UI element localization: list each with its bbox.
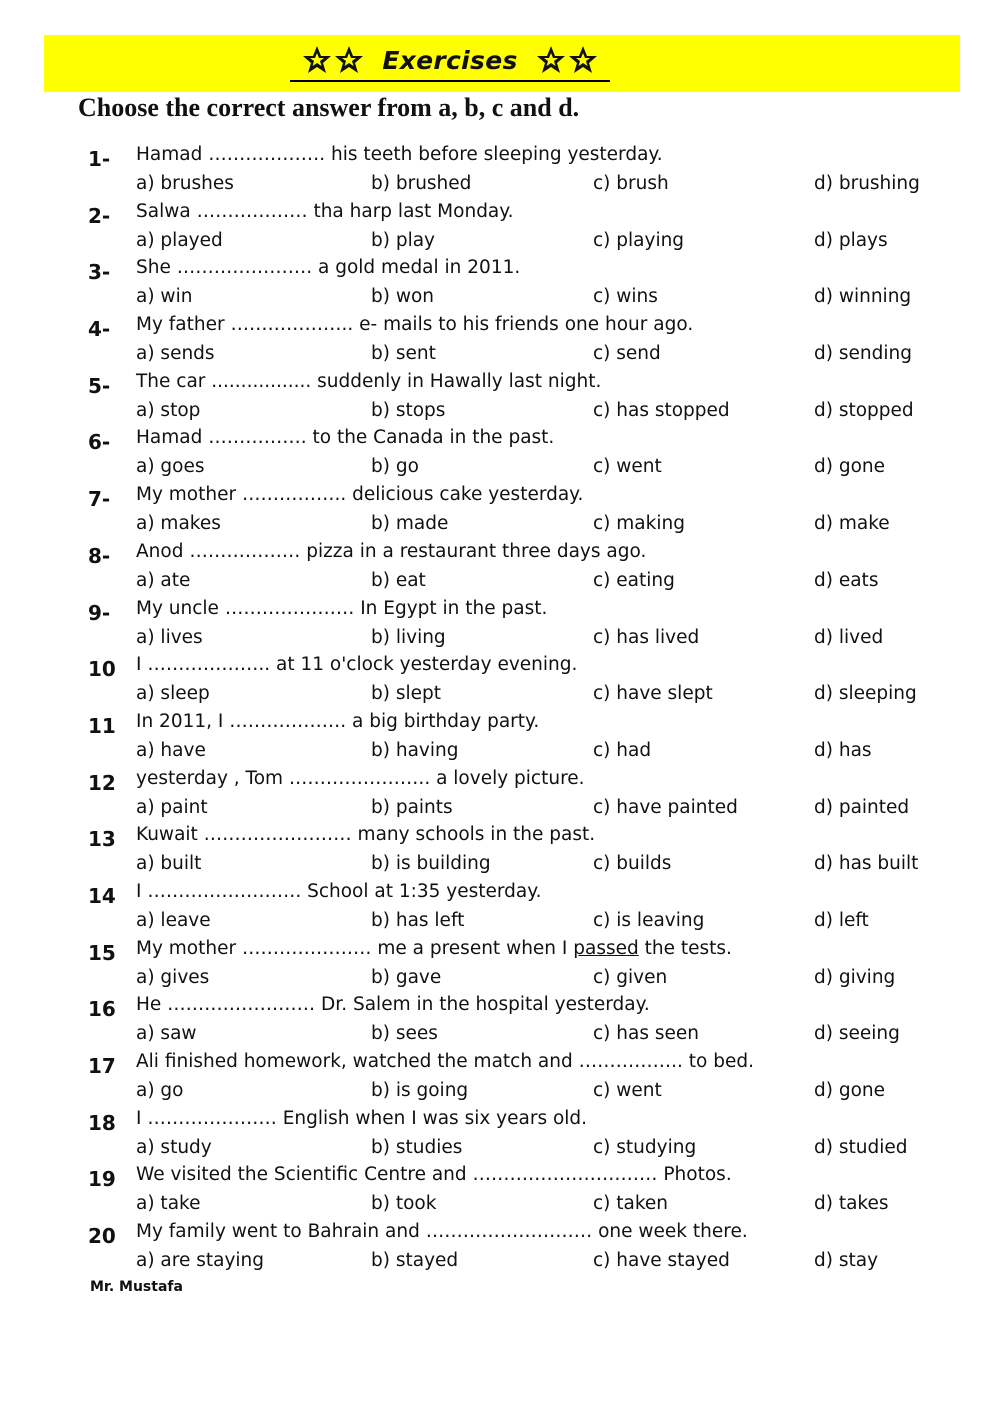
question-text: Hamad ……………. to the Canada in the past. bbox=[136, 427, 555, 449]
option-a[interactable]: a) paint bbox=[136, 796, 208, 818]
option-b[interactable]: b) gave bbox=[371, 966, 442, 988]
star-icon bbox=[334, 45, 364, 75]
option-a[interactable]: a) sleep bbox=[136, 683, 210, 705]
underlined-word: passed bbox=[573, 937, 639, 959]
question-text: Anod ……………… pizza in a restaurant three days ago. bbox=[136, 540, 647, 562]
answer-options bbox=[136, 513, 966, 539]
question-item bbox=[88, 427, 968, 484]
option-a[interactable]: a) have bbox=[136, 739, 206, 761]
option-c[interactable]: c) brush bbox=[593, 173, 669, 194]
question-text: Ali finished homework, watched the match and …………….. to bed. bbox=[136, 1051, 754, 1072]
option-c[interactable]: c) went bbox=[593, 1080, 662, 1101]
answer-options bbox=[136, 1137, 966, 1163]
star-icon bbox=[536, 45, 566, 75]
option-a[interactable]: a) played bbox=[136, 229, 223, 251]
option-b[interactable]: b) go bbox=[371, 456, 419, 478]
question-text: Kuwait …………………… many schools in the past. bbox=[136, 824, 596, 846]
option-b[interactable]: b) made bbox=[371, 513, 449, 535]
option-c[interactable]: c) builds bbox=[593, 853, 672, 875]
option-c[interactable]: c) has stopped bbox=[593, 399, 730, 421]
option-c[interactable]: c) given bbox=[593, 966, 668, 988]
option-b[interactable]: b) play bbox=[371, 229, 436, 251]
question-number: 18 bbox=[88, 1110, 116, 1135]
question-text: My father ……………….. e- mails to his friends one hour ago. bbox=[136, 314, 694, 336]
question-number: 2- bbox=[88, 203, 111, 228]
option-d[interactable]: d) plays bbox=[814, 229, 888, 251]
option-a[interactable]: a) take bbox=[136, 1193, 201, 1215]
page-title: Exercises bbox=[382, 45, 518, 75]
option-b[interactable]: b) stops bbox=[371, 399, 446, 421]
question-number: 1- bbox=[88, 147, 111, 171]
question-text: He …………………… Dr. Salem in the hospital yesterday. bbox=[136, 994, 650, 1016]
question-number: 4- bbox=[88, 317, 111, 342]
question-number: 11 bbox=[88, 713, 116, 738]
question-text: I ……………………. School at 1:35 yesterday. bbox=[136, 880, 542, 902]
option-c[interactable]: c) wins bbox=[593, 286, 658, 308]
option-a[interactable]: a) are staying bbox=[136, 1250, 265, 1272]
option-a[interactable]: a) brushes bbox=[136, 173, 234, 194]
answer-options bbox=[136, 1080, 966, 1106]
option-b[interactable]: b) eat bbox=[371, 569, 426, 591]
option-c[interactable]: c) send bbox=[593, 343, 661, 365]
option-a[interactable]: a) goes bbox=[136, 456, 205, 478]
question-text: In 2011, I ………………. a big birthday party. bbox=[136, 710, 540, 732]
option-c[interactable]: c) has lived bbox=[593, 626, 700, 648]
question-list bbox=[88, 144, 968, 1278]
question-text: Hamad ………………. his teeth before sleeping yesterday. bbox=[136, 144, 663, 165]
option-c[interactable]: c) is leaving bbox=[593, 909, 705, 931]
option-d[interactable]: d) eats bbox=[814, 569, 879, 591]
option-d[interactable]: d) sleeping bbox=[814, 683, 917, 705]
star-icon bbox=[302, 45, 332, 75]
option-b[interactable]: b) brushed bbox=[371, 173, 472, 194]
option-b[interactable]: b) slept bbox=[371, 683, 441, 705]
answer-options bbox=[136, 230, 966, 256]
question-item bbox=[88, 484, 968, 541]
answer-options bbox=[136, 797, 966, 823]
question-number: 9- bbox=[88, 600, 111, 625]
question-number: 7- bbox=[88, 487, 111, 512]
question-item bbox=[88, 1164, 968, 1221]
question-item bbox=[88, 881, 968, 938]
option-b[interactable]: b) sent bbox=[371, 343, 436, 365]
option-d[interactable]: d) giving bbox=[814, 966, 896, 988]
option-c[interactable]: c) eating bbox=[593, 569, 675, 591]
option-c[interactable]: c) had bbox=[593, 739, 652, 761]
question-text: She …………………. a gold medal in 2011. bbox=[136, 257, 521, 279]
left-stars bbox=[302, 45, 364, 75]
option-a[interactable]: a) sends bbox=[136, 343, 215, 365]
answer-options bbox=[136, 1193, 966, 1219]
option-b[interactable]: b) having bbox=[371, 739, 459, 761]
question-number: 16 bbox=[88, 997, 116, 1022]
option-d[interactable]: d) seeing bbox=[814, 1023, 900, 1045]
option-a[interactable]: a) study bbox=[136, 1136, 212, 1158]
question-item bbox=[88, 1108, 968, 1165]
option-d[interactable]: d) make bbox=[814, 513, 890, 535]
answer-options bbox=[136, 683, 966, 709]
question-item bbox=[88, 144, 968, 201]
question-number: 5- bbox=[88, 373, 111, 398]
question-text: My mother …………….. delicious cake yesterday. bbox=[136, 484, 584, 506]
question-item bbox=[88, 598, 968, 655]
option-c[interactable]: c) have painted bbox=[593, 796, 738, 818]
question-number: 20 bbox=[88, 1224, 116, 1249]
option-d[interactable]: d) studied bbox=[814, 1136, 908, 1158]
answer-options bbox=[136, 286, 966, 312]
option-b[interactable]: b) sees bbox=[371, 1023, 438, 1045]
answer-options bbox=[136, 1250, 966, 1276]
instruction: Choose the correct answer from a, b, c and d. bbox=[78, 93, 580, 122]
question-number: 8- bbox=[88, 543, 111, 568]
option-d[interactable]: d) gone bbox=[814, 456, 886, 478]
answer-options bbox=[136, 627, 966, 653]
option-c[interactable]: c) went bbox=[593, 456, 662, 478]
question-item bbox=[88, 824, 968, 881]
option-c[interactable]: c) have slept bbox=[593, 683, 713, 705]
answer-options bbox=[136, 740, 966, 766]
answer-options bbox=[136, 570, 966, 596]
option-a[interactable]: a) makes bbox=[136, 513, 221, 535]
question-item bbox=[88, 1051, 968, 1108]
option-a[interactable]: a) go bbox=[136, 1080, 184, 1101]
question-item bbox=[88, 541, 968, 598]
option-d[interactable]: d) left bbox=[814, 909, 869, 931]
question-number: 3- bbox=[88, 260, 111, 285]
option-b[interactable]: b) living bbox=[371, 626, 446, 648]
option-c[interactable]: c) taken bbox=[593, 1193, 669, 1215]
option-a[interactable]: a) lives bbox=[136, 626, 203, 648]
question-number: 12 bbox=[88, 770, 116, 795]
option-b[interactable]: b) has left bbox=[371, 909, 465, 931]
option-d[interactable]: d) has bbox=[814, 739, 872, 761]
question-text: yesterday , Tom ………………….. a lovely picture. bbox=[136, 767, 585, 789]
option-c[interactable]: c) have stayed bbox=[593, 1250, 730, 1272]
question-text-part: the tests. bbox=[638, 937, 732, 959]
question-text: I ………………… English when I was six years old. bbox=[136, 1107, 588, 1129]
option-d[interactable]: d) takes bbox=[814, 1193, 889, 1215]
question-number: 15 bbox=[88, 940, 116, 965]
question-item bbox=[88, 314, 968, 371]
answer-options bbox=[136, 343, 966, 369]
question-item bbox=[88, 711, 968, 768]
answer-options bbox=[136, 456, 966, 482]
question-text: We visited the Scientific Centre and ………………………… Photos. bbox=[136, 1164, 732, 1186]
answer-options bbox=[136, 173, 966, 199]
question-number: 17 bbox=[88, 1054, 116, 1078]
option-a[interactable]: a) stop bbox=[136, 399, 201, 421]
option-a[interactable]: a) gives bbox=[136, 966, 210, 988]
question-text: My uncle ………………… In Egypt in the past. bbox=[136, 597, 548, 619]
author-name: Mr. Mustafa bbox=[90, 1279, 183, 1295]
answer-options bbox=[136, 400, 966, 426]
question-text bbox=[136, 938, 732, 959]
option-d[interactable]: d) gone bbox=[814, 1080, 886, 1101]
question-item bbox=[88, 257, 968, 314]
star-icon bbox=[568, 45, 598, 75]
question-item bbox=[88, 768, 968, 825]
question-item bbox=[88, 1221, 968, 1278]
question-item bbox=[88, 994, 968, 1051]
question-text: My family went to Bahrain and ……………………… one week there. bbox=[136, 1221, 748, 1243]
option-b[interactable]: b) stayed bbox=[371, 1250, 459, 1272]
answer-options bbox=[136, 1023, 966, 1049]
option-d[interactable]: d) sending bbox=[814, 343, 912, 365]
question-number: 10 bbox=[88, 657, 116, 682]
right-stars bbox=[536, 45, 598, 75]
question-item bbox=[88, 371, 968, 428]
option-c[interactable]: c) has seen bbox=[593, 1023, 699, 1045]
answer-options bbox=[136, 910, 966, 936]
option-a[interactable]: a) ate bbox=[136, 569, 191, 591]
option-b[interactable]: b) is going bbox=[371, 1080, 469, 1101]
option-c[interactable]: c) playing bbox=[593, 229, 685, 251]
option-b[interactable]: b) is building bbox=[371, 853, 491, 875]
option-c[interactable]: c) studying bbox=[593, 1136, 697, 1158]
option-b[interactable]: b) took bbox=[371, 1193, 437, 1215]
option-d[interactable]: d) stopped bbox=[814, 399, 914, 421]
option-b[interactable]: b) paints bbox=[371, 796, 453, 818]
question-item bbox=[88, 654, 968, 711]
question-number: 13 bbox=[88, 827, 116, 852]
question-text-part: My mother ………………… me a present when I bbox=[136, 937, 574, 959]
question-number: 6- bbox=[88, 430, 111, 455]
answer-options bbox=[136, 853, 966, 879]
option-a[interactable]: a) built bbox=[136, 853, 202, 875]
question-text: Salwa ……………… tha harp last Monday. bbox=[136, 200, 514, 222]
question-number: 14 bbox=[88, 883, 116, 908]
question-item bbox=[88, 938, 968, 995]
question-text: The car ................. suddenly in Hawally last night. bbox=[136, 370, 602, 392]
option-d[interactable]: d) brushing bbox=[814, 173, 920, 194]
option-a[interactable]: a) leave bbox=[136, 909, 211, 931]
option-d[interactable]: d) stay bbox=[814, 1250, 879, 1272]
option-b[interactable]: b) studies bbox=[371, 1136, 463, 1158]
option-d[interactable]: d) has built bbox=[814, 853, 919, 875]
option-d[interactable]: d) lived bbox=[814, 626, 884, 648]
option-b[interactable]: b) won bbox=[371, 286, 435, 308]
option-d[interactable]: d) winning bbox=[814, 286, 912, 308]
option-a[interactable]: a) win bbox=[136, 286, 193, 308]
answer-options bbox=[136, 967, 966, 993]
question-item bbox=[88, 201, 968, 258]
title-block bbox=[290, 40, 610, 82]
question-number: 19 bbox=[88, 1167, 116, 1192]
option-d[interactable]: d) painted bbox=[814, 796, 910, 818]
option-a[interactable]: a) saw bbox=[136, 1023, 197, 1045]
option-c[interactable]: c) making bbox=[593, 513, 685, 535]
question-text: I ……………….. at 11 o'clock yesterday evening. bbox=[136, 654, 578, 676]
